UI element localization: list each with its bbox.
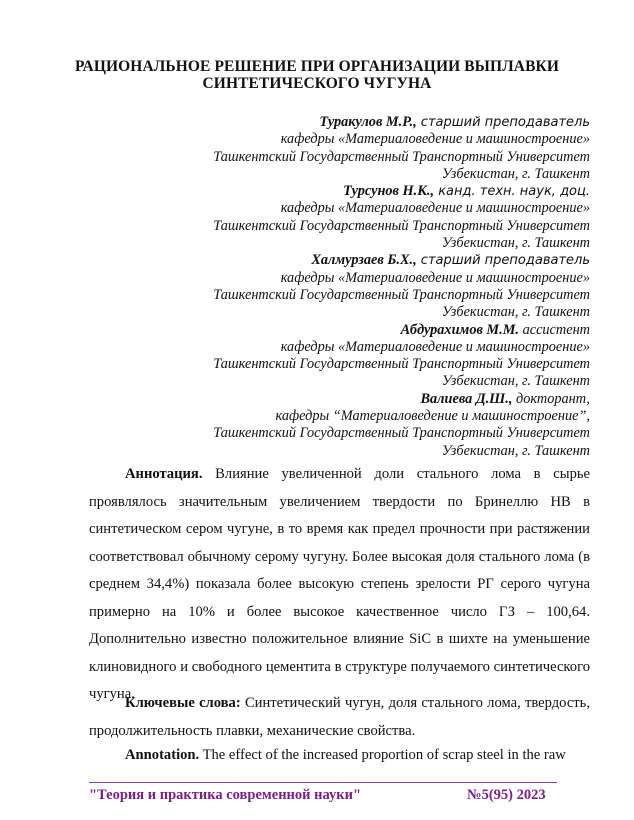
author-location: Узбекистан, г. Ташкент <box>441 373 590 390</box>
author-university: Ташкентский Государственный Транспортный Университет <box>213 148 590 165</box>
author-3 <box>70 252 590 269</box>
annotation-english <box>89 742 590 770</box>
author-location: Узбекистан, г. Ташкент <box>441 442 590 459</box>
keywords-text: Синтетический чугун, доля стального лома, твердость, продолжительность плавки, механические свойства. <box>89 695 590 739</box>
annotation-en-label: Annotation. <box>125 747 200 763</box>
author-dept: кафедры «Материаловедение и машиностроение» <box>280 269 590 286</box>
author-dept: кафедры «Материаловедение и машиностроение» <box>280 200 590 217</box>
footer-issue-number: №5(95) 2023 <box>467 787 546 803</box>
abstract-text: Влияние увеличенной доли стального лома в сырье проявлялось значительным увеличением твердости по Бринеллю HB в синтетическом сером чугуне, в то время как предел прочности при растяжении соответствовал обычному серому чугуну. Более высокая доля стального лома (в среднем 34,4%) показала более высокую степень зрелости РГ серого чугуна примерно на 10% и более высокое качественное число ГЗ – 100,64. Дополнительно известно положительное влияние SiC в шихте на уменьшение клиновидного и свободного цементита в структуре получаемого синтетического чугуна. <box>89 466 590 702</box>
author-university: Ташкентский Государственный Транспортный Университет <box>213 286 590 303</box>
author-name: Туракулов М.Р., <box>319 114 417 130</box>
author-university: Ташкентский Государственный Транспортный Университет <box>213 217 590 234</box>
author-role: канд. техн. наук, доц. <box>434 184 590 200</box>
abstract <box>89 461 590 709</box>
article-title <box>60 58 574 92</box>
annotation-en-text: The effect of the increased proportion of scrap steel in the raw <box>199 747 566 763</box>
author-role: докторант, <box>512 390 590 407</box>
author-name: Турсунов Н.К., <box>343 183 435 200</box>
author-role: старший преподаватель <box>416 115 590 130</box>
author-name: Абдурахимов М.М. <box>400 321 519 338</box>
author-1 <box>70 114 590 131</box>
author-role: ассистент <box>519 321 590 338</box>
author-name: Халмурзаев Б.Х., <box>311 252 417 269</box>
author-dept: кафедры «Материаловедение и машиностроение» <box>280 338 590 355</box>
author-dept: кафедры “Материаловедение и машиностроение”, <box>275 408 590 425</box>
author-list <box>70 114 590 460</box>
author-5 <box>70 391 590 408</box>
author-university: Ташкентский Государственный Транспортный Университет <box>213 425 590 442</box>
author-location: Узбекистан, г. Ташкент <box>441 165 590 182</box>
author-role: старший преподаватель <box>416 253 590 269</box>
author-name: Валиева Д.Ш., <box>420 390 513 407</box>
title-line-1: РАЦИОНАЛЬНОЕ РЕШЕНИЕ ПРИ ОРГАНИЗАЦИИ ВЫПЛАВКИ <box>74 58 560 75</box>
footer-journal-name: "Теория и практика современной науки" <box>89 787 362 803</box>
keywords <box>89 690 590 745</box>
author-location: Узбекистан, г. Ташкент <box>441 304 590 321</box>
author-location: Узбекистан, г. Ташкент <box>441 235 590 252</box>
author-dept: кафедры «Материаловедение и машиностроение» <box>280 131 590 148</box>
title-line-2: СИНТЕТИЧЕСКОГО ЧУГУНА <box>202 75 432 92</box>
author-2 <box>70 183 590 200</box>
keywords-label: Ключевые слова: <box>125 695 241 711</box>
author-4 <box>70 322 590 339</box>
abstract-label: Аннотация. <box>125 466 203 482</box>
author-university: Ташкентский Государственный Транспортный Университет <box>213 356 590 373</box>
footer-divider <box>89 782 557 783</box>
